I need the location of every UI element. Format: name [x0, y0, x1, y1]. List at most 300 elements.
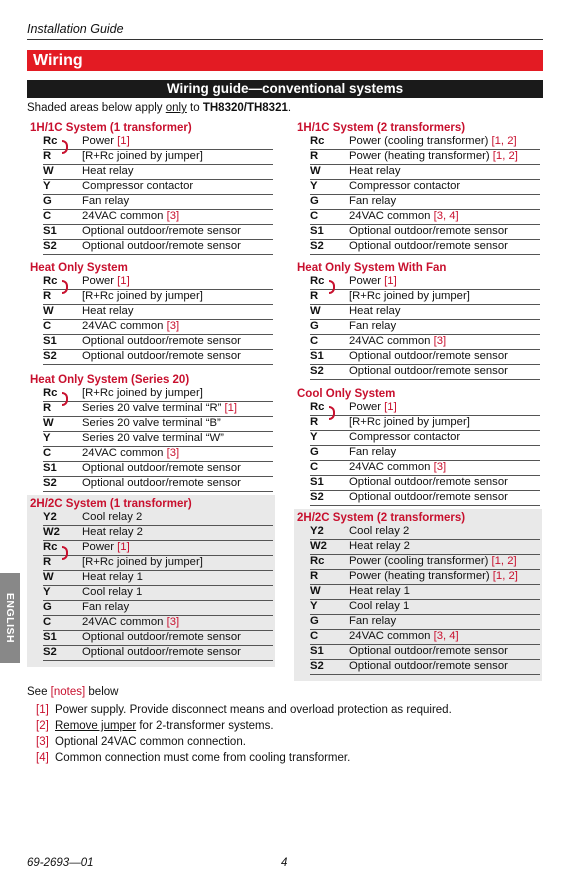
terminal-label: S2 — [310, 491, 324, 503]
terminal-label: R — [310, 416, 319, 428]
terminal-row — [310, 585, 540, 600]
terminal-description — [82, 526, 143, 539]
terminal-row — [43, 290, 273, 305]
terminal-description — [82, 210, 179, 223]
terminal-row — [310, 135, 540, 150]
note-reference: [1] — [384, 275, 397, 287]
terminal-row — [310, 275, 540, 290]
terminal-description — [349, 210, 459, 223]
terminal-description-text: Power (heating transformer) — [349, 570, 493, 582]
terminal-description — [82, 240, 241, 253]
shaded-note-only: only — [165, 102, 187, 114]
terminal-description — [82, 305, 134, 318]
terminal-description — [349, 476, 508, 489]
terminal-description-text: Power (cooling transformer) — [349, 135, 492, 147]
terminal-row — [310, 491, 540, 506]
note-reference: [3] — [166, 320, 180, 332]
terminal-label: Y — [43, 432, 51, 444]
terminal-description-text: 24VAC common — [349, 630, 434, 642]
terminal-label: Rc — [310, 401, 325, 413]
terminal-description — [82, 556, 203, 569]
terminal-row — [43, 601, 273, 616]
system-title: 1H/1C System (1 transformer) — [30, 122, 192, 134]
terminal-description-text: [R+Rc joined by jumper] — [82, 556, 203, 568]
terminal-description-text: Optional outdoor/remote sensor — [349, 645, 508, 657]
note-reference: [1] — [384, 401, 397, 413]
notes-list — [36, 702, 452, 766]
terminal-label: S2 — [310, 660, 324, 672]
terminal-row — [43, 616, 273, 631]
terminal-description — [82, 646, 241, 659]
terminal-description-text: Cool relay 1 — [82, 586, 143, 598]
terminal-row — [43, 477, 273, 492]
terminal-description-text: 24VAC common — [82, 616, 167, 628]
terminal-label: S1 — [43, 631, 57, 643]
terminal-description-text: Cool relay 1 — [349, 600, 410, 612]
terminal-description-text: Heat relay 1 — [82, 571, 143, 583]
terminal-row — [43, 571, 273, 586]
terminal-description-text: Optional outdoor/remote sensor — [82, 335, 241, 347]
terminal-description — [349, 615, 396, 628]
page-number: 4 — [281, 857, 288, 869]
terminal-row — [43, 180, 273, 195]
terminal-row — [43, 335, 273, 350]
terminal-description-text: Compressor contactor — [82, 180, 194, 192]
terminal-label: R — [43, 556, 52, 568]
terminal-description-text: Optional outdoor/remote sensor — [82, 350, 241, 362]
terminal-label: G — [310, 320, 319, 332]
terminal-row — [310, 305, 540, 320]
terminal-description-text: Fan relay — [349, 446, 397, 458]
notes-link: [notes] — [50, 686, 86, 698]
terminal-description-text: [R+Rc joined by jumper] — [82, 150, 203, 162]
terminal-label: C — [43, 616, 52, 628]
terminal-description-text: Power — [82, 275, 118, 287]
terminal-row — [43, 195, 273, 210]
terminal-description — [349, 275, 397, 288]
terminal-label: S1 — [310, 225, 324, 237]
terminal-label: Rc — [310, 275, 325, 287]
terminal-description — [82, 541, 130, 554]
terminal-description — [82, 150, 203, 163]
terminal-description-text: Series 20 valve terminal “R” — [82, 402, 225, 414]
terminal-label: W — [43, 571, 54, 583]
shaded-note-mid: to — [186, 102, 203, 114]
terminal-description — [349, 461, 446, 474]
language-tab-label: ENGLISH — [4, 592, 16, 644]
terminal-description-text: Heat relay — [349, 165, 401, 177]
terminal-row — [43, 447, 273, 462]
terminal-description — [349, 540, 410, 553]
terminal-label: S2 — [43, 477, 57, 489]
terminal-row — [310, 525, 540, 540]
terminal-description — [349, 401, 397, 414]
terminal-label: R — [43, 290, 52, 302]
terminal-label: R — [43, 150, 52, 162]
terminal-row — [310, 600, 540, 615]
terminal-description — [349, 585, 410, 598]
terminal-row — [43, 387, 273, 402]
terminal-row — [310, 195, 540, 210]
terminal-description — [82, 350, 241, 363]
terminal-description-text: Series 20 valve terminal “B” — [82, 417, 221, 429]
system-title: 2H/2C System (1 transformer) — [30, 498, 192, 510]
note-text: for 2-transformer systems. — [136, 720, 274, 732]
wiring-system — [27, 373, 275, 492]
terminal-description — [82, 180, 193, 193]
terminal-description-text: Optional outdoor/remote sensor — [82, 646, 241, 658]
terminal-description-text: [R+Rc joined by jumper] — [82, 290, 203, 302]
terminal-label: Rc — [43, 387, 58, 399]
terminal-row — [43, 150, 273, 165]
terminal-label: Rc — [310, 555, 325, 567]
terminal-description — [349, 180, 460, 193]
terminal-description — [82, 275, 130, 288]
terminal-row — [43, 135, 273, 150]
terminal-row — [43, 350, 273, 365]
system-title: Heat Only System With Fan — [297, 262, 447, 274]
terminal-row — [43, 462, 273, 477]
wiring-system — [27, 121, 275, 255]
terminal-row — [310, 660, 540, 675]
terminal-description — [349, 320, 396, 333]
terminal-row — [310, 290, 540, 305]
terminal-description-text: 24VAC common — [82, 210, 167, 222]
note-reference: [3] — [433, 335, 447, 347]
terminal-description-text: Fan relay — [349, 320, 397, 332]
terminal-label: G — [310, 615, 319, 627]
terminal-label: S1 — [43, 462, 57, 474]
terminal-row — [43, 586, 273, 601]
terminal-list — [27, 275, 273, 365]
terminal-label: G — [43, 195, 52, 207]
terminal-description — [349, 350, 508, 363]
terminal-description-text: Power — [82, 135, 118, 147]
note-reference: [3, 4] — [433, 210, 459, 222]
terminal-row — [310, 431, 540, 446]
terminal-label: Rc — [43, 275, 58, 287]
terminal-description-text: Heat relay — [82, 165, 134, 177]
note-item — [36, 718, 452, 734]
wiring-system — [294, 387, 542, 506]
terminal-description — [82, 616, 179, 629]
system-title: Heat Only System — [30, 262, 128, 274]
terminal-description — [349, 570, 518, 583]
terminal-label: Y2 — [43, 511, 57, 523]
terminal-description-text: Optional outdoor/remote sensor — [349, 225, 508, 237]
terminal-description-text: Compressor contactor — [349, 431, 461, 443]
terminal-label: C — [43, 320, 52, 332]
terminal-label: W2 — [310, 540, 327, 552]
terminal-description — [82, 335, 241, 348]
terminal-row — [43, 646, 273, 661]
terminal-description — [349, 305, 401, 318]
note-item — [36, 702, 452, 718]
terminal-label: Y2 — [310, 525, 324, 537]
terminal-description — [349, 645, 508, 658]
terminal-label: S1 — [43, 225, 57, 237]
terminal-description-text: 24VAC common — [349, 210, 434, 222]
notes-intro-post: below — [85, 686, 119, 698]
terminal-row — [310, 165, 540, 180]
terminal-label: Y — [310, 431, 318, 443]
terminal-description-text: Cool relay 2 — [82, 511, 143, 523]
terminal-label: G — [43, 601, 52, 613]
terminal-label: Y — [310, 600, 318, 612]
terminal-label: C — [310, 461, 319, 473]
terminal-description-text: Heat relay 2 — [82, 526, 143, 538]
terminal-description — [82, 586, 142, 599]
terminal-row — [43, 225, 273, 240]
terminal-description — [349, 290, 470, 303]
terminal-description-text: Power — [82, 541, 118, 553]
terminal-description-text: Optional outdoor/remote sensor — [82, 240, 241, 252]
terminal-description — [82, 135, 130, 148]
terminal-label: R — [310, 570, 319, 582]
terminal-description-text: Optional outdoor/remote sensor — [82, 477, 241, 489]
terminal-description — [82, 631, 241, 644]
terminal-row — [43, 541, 273, 556]
wiring-system — [294, 121, 542, 255]
terminal-row — [310, 335, 540, 350]
terminal-description-text: 24VAC common — [349, 335, 434, 347]
terminal-label: W — [310, 585, 321, 597]
terminal-description — [349, 431, 460, 444]
terminal-label: C — [310, 630, 319, 642]
note-reference: [1] — [117, 541, 130, 553]
terminal-label: R — [310, 150, 319, 162]
terminal-label: C — [43, 447, 52, 459]
terminal-list — [294, 275, 540, 380]
terminal-row — [43, 432, 273, 447]
terminal-label: Rc — [43, 135, 58, 147]
note-item — [36, 750, 452, 766]
terminal-description — [82, 225, 241, 238]
terminal-description-text: Fan relay — [349, 615, 397, 627]
terminal-row — [310, 555, 540, 570]
system-title: 2H/2C System (2 transformers) — [297, 512, 466, 524]
terminal-description-text: Heat relay 2 — [349, 540, 410, 552]
terminal-description-text: 24VAC common — [82, 320, 167, 332]
terminal-row — [310, 540, 540, 555]
terminal-description — [349, 225, 508, 238]
terminal-row — [43, 320, 273, 335]
note-number: [3] — [36, 736, 49, 748]
terminal-list — [294, 135, 540, 255]
note-number: [4] — [36, 752, 49, 764]
shaded-note-pre: Shaded areas below apply — [27, 102, 166, 114]
terminal-description — [349, 135, 517, 148]
terminal-description-text: Fan relay — [349, 195, 397, 207]
terminal-row — [310, 240, 540, 255]
section-title: Wiring — [27, 50, 543, 71]
terminal-description — [82, 462, 241, 475]
terminal-row — [310, 180, 540, 195]
wiring-system — [27, 495, 275, 667]
terminal-description-text: Cool relay 2 — [349, 525, 410, 537]
terminal-label: C — [310, 210, 319, 222]
terminal-label: S1 — [310, 645, 324, 657]
terminal-description — [349, 416, 470, 429]
terminal-description — [349, 150, 518, 163]
note-reference: [3, 4] — [433, 630, 459, 642]
terminal-label: S2 — [310, 240, 324, 252]
terminal-row — [43, 417, 273, 432]
terminal-label: W — [43, 305, 54, 317]
terminal-description — [349, 195, 396, 208]
terminal-description — [82, 320, 179, 333]
terminal-label: S1 — [310, 350, 324, 362]
terminal-description-text: Optional outdoor/remote sensor — [349, 476, 508, 488]
wiring-system — [294, 509, 542, 681]
terminal-label: S2 — [43, 240, 57, 252]
terminal-row — [43, 210, 273, 225]
terminal-description — [82, 432, 224, 445]
terminal-label: C — [310, 335, 319, 347]
terminal-row — [310, 476, 540, 491]
note-reference: [3] — [433, 461, 447, 473]
system-title: Cool Only System — [297, 388, 396, 400]
terminal-row — [43, 631, 273, 646]
terminal-label: Y — [43, 180, 51, 192]
terminal-label: Rc — [310, 135, 325, 147]
terminal-list — [294, 525, 540, 675]
terminal-description — [349, 491, 508, 504]
terminal-label: S2 — [43, 646, 57, 658]
terminal-description — [82, 417, 221, 430]
terminal-row — [310, 615, 540, 630]
document-header: Installation Guide — [27, 22, 124, 36]
guide-title: Wiring guide—conventional systems — [27, 80, 543, 98]
terminal-label: S1 — [310, 476, 324, 488]
note-reference: [1] — [117, 275, 130, 287]
document-number: 69-2693—01 — [27, 857, 94, 869]
terminal-row — [43, 240, 273, 255]
terminal-description — [82, 165, 134, 178]
terminal-description-text: [R+Rc joined by jumper] — [349, 416, 470, 428]
terminal-description-text: Optional outdoor/remote sensor — [82, 462, 241, 474]
terminal-list — [294, 401, 540, 506]
terminal-row — [310, 630, 540, 645]
terminal-description — [349, 660, 508, 673]
terminal-description-text: 24VAC common — [349, 461, 434, 473]
terminal-description — [349, 240, 508, 253]
terminal-description-text: [R+Rc joined by jumper] — [349, 290, 470, 302]
terminal-row — [43, 275, 273, 290]
terminal-label: W — [310, 305, 321, 317]
terminal-description — [82, 290, 203, 303]
terminal-label: W — [310, 165, 321, 177]
note-text: Optional 24VAC common connection. — [55, 736, 246, 748]
terminal-description-text: Power — [349, 401, 385, 413]
terminal-row — [310, 645, 540, 660]
terminal-row — [310, 570, 540, 585]
note-emphasis: Remove jumper — [55, 720, 137, 732]
terminal-description-text: Heat relay — [82, 305, 134, 317]
terminal-description-text: Series 20 valve terminal “W” — [82, 432, 224, 444]
terminal-description-text: Optional outdoor/remote sensor — [349, 240, 508, 252]
terminal-description — [349, 600, 409, 613]
terminal-description-text: Optional outdoor/remote sensor — [349, 365, 508, 377]
terminal-description-text: Power (heating transformer) — [349, 150, 493, 162]
note-reference: [1, 2] — [492, 570, 518, 582]
wiring-system — [27, 261, 275, 365]
terminal-description-text: Power (cooling transformer) — [349, 555, 492, 567]
note-number: [1] — [36, 704, 49, 716]
terminal-description-text: Compressor contactor — [349, 180, 461, 192]
note-text: Common connection must come from cooling transformer. — [55, 752, 351, 764]
terminal-label: S1 — [43, 335, 57, 347]
terminal-label: Rc — [43, 541, 58, 553]
note-reference: [1, 2] — [491, 555, 517, 567]
note-reference: [1, 2] — [491, 135, 517, 147]
shaded-areas-note — [27, 102, 291, 114]
terminal-row — [310, 401, 540, 416]
terminal-description — [82, 511, 142, 524]
terminal-label: Y — [43, 586, 51, 598]
terminal-row — [43, 305, 273, 320]
terminal-description — [349, 630, 459, 643]
terminal-description — [349, 335, 446, 348]
terminal-label: G — [310, 195, 319, 207]
system-title: Heat Only System (Series 20) — [30, 374, 190, 386]
shaded-note-models: TH8320/TH8321 — [202, 102, 288, 114]
terminal-description — [82, 387, 203, 400]
terminal-row — [310, 416, 540, 431]
note-reference: [3] — [166, 210, 180, 222]
terminal-row — [43, 165, 273, 180]
note-reference: [3] — [166, 447, 180, 459]
terminal-description — [82, 477, 241, 490]
terminal-row — [43, 511, 273, 526]
terminal-description — [82, 195, 129, 208]
terminal-description-text: Optional outdoor/remote sensor — [82, 225, 241, 237]
terminal-description — [349, 165, 401, 178]
terminal-label: R — [43, 402, 52, 414]
terminal-row — [43, 526, 273, 541]
terminal-row — [43, 556, 273, 571]
terminal-description — [349, 365, 508, 378]
terminal-description-text: Heat relay — [349, 305, 401, 317]
terminal-list — [27, 135, 273, 255]
terminal-list — [27, 511, 273, 661]
header-rule — [27, 39, 543, 40]
terminal-description-text: Power — [349, 275, 385, 287]
terminal-row — [310, 350, 540, 365]
terminal-description — [82, 571, 143, 584]
terminal-label: W — [43, 417, 54, 429]
terminal-description-text: Optional outdoor/remote sensor — [349, 660, 508, 672]
terminal-label: W2 — [43, 526, 60, 538]
terminal-description-text: Optional outdoor/remote sensor — [349, 491, 508, 503]
note-number: [2] — [36, 720, 49, 732]
terminal-row — [310, 225, 540, 240]
note-reference: [1, 2] — [492, 150, 518, 162]
note-item — [36, 734, 452, 750]
terminal-row — [310, 210, 540, 225]
note-reference: [1] — [224, 402, 238, 414]
notes-intro — [27, 686, 118, 698]
terminal-description — [349, 525, 409, 538]
terminal-row — [310, 461, 540, 476]
terminal-row — [310, 446, 540, 461]
terminal-description-text: Fan relay — [82, 195, 130, 207]
terminal-description — [82, 447, 179, 460]
terminal-row — [43, 402, 273, 417]
terminal-label: C — [43, 210, 52, 222]
terminal-description-text: Fan relay — [82, 601, 130, 613]
terminal-label: G — [310, 446, 319, 458]
